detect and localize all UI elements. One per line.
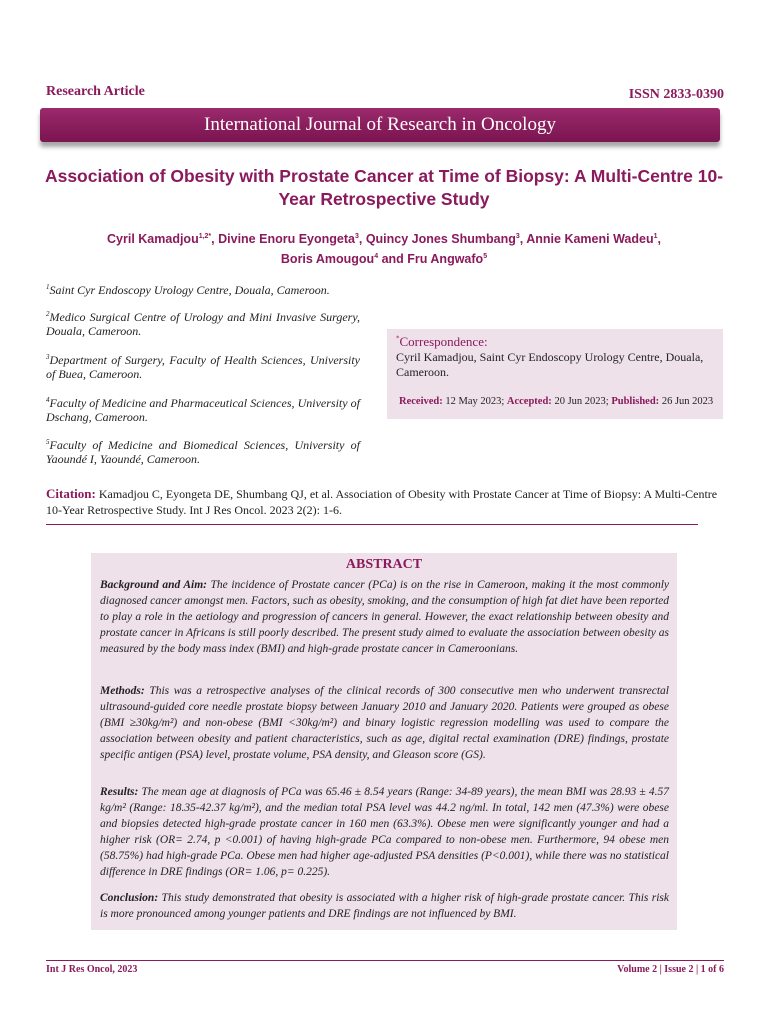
affiliation-4	[46, 393, 360, 424]
author-separator: ,	[358, 232, 366, 247]
author-separator: ,	[657, 232, 661, 247]
author-affiliation-marker: 1	[653, 233, 658, 240]
author-name: Boris Amougou	[280, 252, 375, 267]
abstract-background	[100, 577, 669, 657]
abstract-conclusion	[100, 890, 669, 922]
received-label: Received:	[399, 396, 443, 407]
author-list	[40, 228, 728, 268]
affiliation-text: Faculty of Medicine and Pharmaceutical Sciences, University of Dschang, Cameroon.	[46, 396, 360, 424]
author-name: Cyril Kamadjou	[107, 232, 199, 247]
citation-label: Citation:	[46, 486, 96, 501]
affiliation-number: 1	[46, 283, 50, 291]
affiliation-1	[46, 280, 360, 297]
published-date: 26 Jun 2023	[661, 396, 714, 407]
author-separator: ,	[519, 232, 527, 247]
abstract-section-text: This study demonstrated that obesity is associated with a higher risk of high-grade prostate cancer. This risk is more pronounced among younger patients and DRE findings are not influenced by BMI.	[100, 892, 669, 920]
abstract-section-label: Methods:	[100, 685, 145, 697]
abstract-heading: ABSTRACT	[345, 557, 423, 572]
affiliation-number: 3	[46, 353, 50, 361]
correspondence-marker: *	[396, 334, 400, 343]
journal-banner	[40, 108, 720, 142]
section-divider	[46, 524, 698, 525]
author-affiliation-marker: 4	[374, 253, 379, 261]
correspondence-label	[396, 334, 488, 350]
affiliation-number: 2	[46, 310, 50, 318]
abstract-methods	[100, 683, 669, 763]
affiliation-5	[46, 435, 360, 466]
abstract-section-text: The incidence of Prostate cancer (PCa) is on the rise in Cameroon, making it the most commonly diagnosed cancer amongst men. Factors, such as obesity, smoking, and the consumption of high fat diet have been reported to play a role in the aetiology and progression of cancers in general. However, the exact relationship between obesity and prostate cancer in Africans is still poorly described. The present study aimed to evaluate the association between obesity as measured by the body mass index (BMI) and high-grade prostate cancer in Cameroonians.	[100, 579, 670, 655]
correspondence-text: Cyril Kamadjou, Saint Cyr Endoscopy Urology Centre, Douala, Cameroon.	[396, 350, 704, 379]
citation	[46, 486, 726, 518]
affiliation-number: 4	[46, 396, 50, 404]
journal-title: International Journal of Research in Oncology	[204, 114, 556, 135]
paper-title: Association of Obesity with Prostate Cancer at Time of Biopsy: A Multi-Centre 10-Year Retrospective Study	[44, 166, 724, 209]
received-date: 12 May 2023;	[445, 396, 505, 407]
affiliation-text: Faculty of Medicine and Biomedical Sciences, University of Yaoundé I, Yaoundé, Cameroon.	[46, 438, 360, 466]
abstract-section-label: Results:	[100, 786, 139, 798]
footer-divider	[46, 960, 724, 961]
citation-text: Kamadjou C, Eyongeta DE, Shumbang QJ, et al. Association of Obesity with Prostate Cancer at Time of Biopsy: A Multi-Centre 10-Year Retrospective Study. Int J Res Oncol. 2023 2(2): 1-6.	[46, 487, 718, 517]
abstract-section-label: Conclusion:	[100, 892, 159, 904]
correspondence-box	[387, 329, 723, 419]
author-name: Fru Angwafo	[407, 252, 484, 267]
affiliation-2	[46, 307, 360, 338]
author-affiliation-marker: 5	[483, 253, 488, 261]
author-separator: and	[378, 252, 408, 267]
article-type-label: Research Article	[46, 84, 145, 99]
affiliation-number: 5	[46, 438, 50, 446]
published-label: Published:	[611, 396, 660, 407]
author-affiliation-marker: 3	[354, 233, 359, 240]
affiliation-text: Department of Surgery, Faculty of Health Sciences, University of Buea, Cameroon.	[46, 353, 360, 381]
author-affiliation-marker: 1,2*	[198, 233, 212, 240]
affiliation-text: Medico Surgical Centre of Urology and Mini Invasive Surgery, Douala, Cameroon.	[46, 310, 360, 338]
footer-page-info: Volume 2 | Issue 2 | 1 of 6	[617, 964, 724, 975]
abstract-section-text: This was a retrospective analyses of the clinical records of 300 consecutive men who underwent transrectal ultrasound-guided core needle prostate biopsy between January 2010 and January 2020. Patients were grouped as obese (BMI ≥30kg/m²) and non-obese (BMI <30kg/m²) and binary logistic regression modelling was used to compare the association between obesity and patient characteristics, such as age, digital rectal examination (DRE) findings, prostate specific antigen (PSA) level, prostate volume, PSA density, and Gleason score (GS).	[100, 685, 669, 761]
author-separator: ,	[211, 232, 219, 247]
author-name: Quincy Jones Shumbang	[365, 232, 516, 247]
abstract-results	[100, 784, 669, 880]
affiliation-text: Saint Cyr Endoscopy Urology Centre, Douala, Cameroon.	[49, 283, 330, 297]
abstract-section-label: Background and Aim:	[100, 579, 207, 591]
author-name: Annie Kameni Wadeu	[526, 232, 654, 247]
publication-dates	[399, 396, 713, 407]
footer-journal: Int J Res Oncol, 2023	[46, 964, 138, 975]
author-name: Divine Enoru Eyongeta	[218, 232, 355, 247]
abstract-box	[91, 553, 677, 930]
issn-label: ISSN 2833-0390	[628, 87, 724, 102]
correspondence-heading: Correspondence:	[399, 334, 488, 349]
affiliation-3	[46, 350, 360, 381]
abstract-section-text: The mean age at diagnosis of PCa was 65.46 ± 8.54 years (Range: 34-89 years), the mean BMI was 28.93 ± 4.57 kg/m² (Range: 18.35-42.37 kg/m²), and the median total PSA level was 44.2 ng/ml. In total, 142 men (47.3%) were obese and biopsies detected high-grade prostate cancer in 160 men (63.3%). Obese men were significantly younger and had a higher risk (OR= 2.74, p <0.001) of having high-grade PCa compared to non-obese men. Furthermore, 94 obese men (58.75%) had high-grade PCa. Obese men had higher age-adjusted PSA densities (P<0.001), while there was no statistical difference in DRE findings (OR= 1.06, p= 0.225).	[100, 786, 670, 878]
author-affiliation-marker: 3	[515, 233, 520, 240]
accepted-label: Accepted:	[506, 396, 552, 407]
accepted-date: 20 Jun 2023;	[554, 396, 609, 407]
